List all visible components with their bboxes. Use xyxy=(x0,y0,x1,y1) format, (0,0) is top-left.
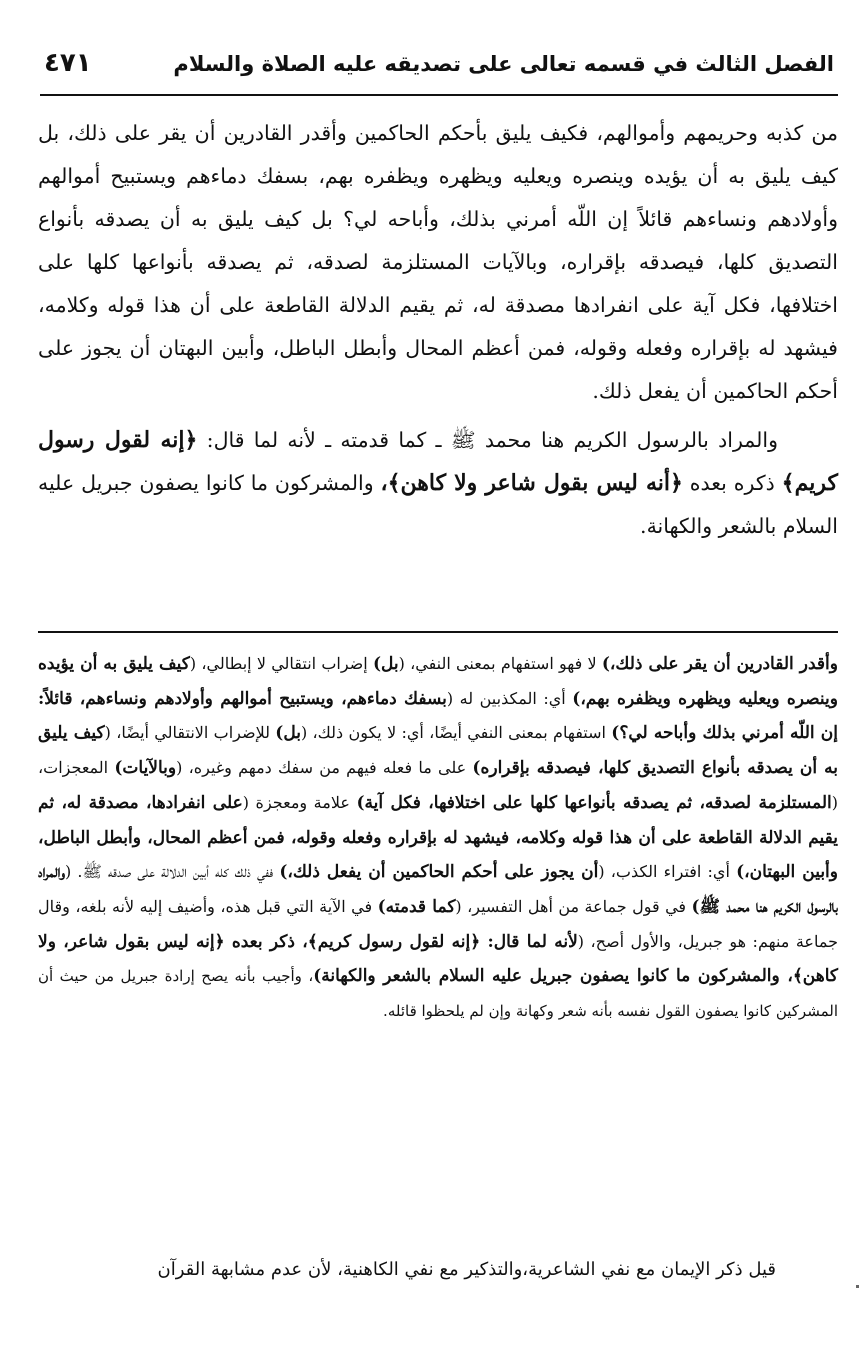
main-paragraph: من كذبه وحريمهم وأموالهم، فكيف يليق بأحكم الحاكمين وأقدر القادرين أن يقر على ذلك، بل كيف يليق به أن يؤيده وينصره ويعليه ويظهره ويظفره بهم، بسفك دماءهم ويستبيح أموالهم وأولادهم ونساءهم قائلاً إن اللّه أمرني بذلك، وأباحه لي؟ بل كيف يليق به أن يصدقه بأنواع التصديق كلها، فيصدقه بإقراره، وبالآيات المستلزمة لصدقه، ثم يصدقه بأنواعها كلها على اختلافها، فكل آية على انفرادها مصدقة له، ثم يقيم الدلالة القاطعة على أن هذا قوله وكلامه، فيشهد له بإقراره وفعله وقوله، فمن أعظم المحال وأبطل الباطل، وأبين البهتان أن يجوز على أحكم الحاكمين أن يفعل ذلك. xyxy=(38,121,838,403)
quran-verse: ﴿أنه ليس بقول شاعر ولا كاهن﴾، xyxy=(380,470,683,496)
scan-speck xyxy=(856,1285,859,1288)
quoted-text: لأنه لما قال: ﴿إنه لقول رسول كريم﴾، ذكر بعده ﴿إنه ليس بقول شاعر، ولا كاهن﴾، والمشركون ما كانوا يصفون جبريل عليه السلام بالشعر والكهانة) xyxy=(38,931,838,987)
quoted-text: بسفك دماءهم، ويستبيح أموالهم وأولادهم ونساءهم، قائلاً: إن اللّه أمرني بذلك وأباحه لي؟) xyxy=(38,688,838,744)
quoted-text: على انفرادها، مصدقة له، ثم يقيم الدلالة القاطعة على أن هذا قوله وكلامه، فيشهد له بإقراره وفعله وقوله، فمن أعظم المحال، وأبطل الباطل، وأبين البهتان،) xyxy=(38,792,838,883)
quoted-text: بل) xyxy=(372,654,399,674)
commentary-text: لا فهو استفهام بمعنى النفي، ( xyxy=(398,654,602,673)
commentary-text: ففي ذلك كله أبين الدلالة على صدقه ﷺ. ( xyxy=(65,862,280,882)
commentary-text: على ما فعله فيهم من سفك دمهم وغيره، ( xyxy=(176,758,473,778)
quoted-text: والمراد بالرسول الكريم هنا محمد ﷺ) xyxy=(38,862,838,917)
footnote-divider xyxy=(38,631,838,633)
main-text-segment: والمراد بالرسول الكريم هنا محمد ﷺ ـ كما قدمته ـ لأنه لما قال: xyxy=(206,428,778,452)
commentary-text: علامة ومعجزة ( xyxy=(242,792,357,812)
commentary-footnotes xyxy=(38,647,838,1029)
running-header xyxy=(40,46,838,96)
quoted-text: أن يجوز على أحكم الحاكمين أن يفعل ذلك،) xyxy=(279,862,599,883)
commentary-text: استفهام بمعنى النفي أيضًا، أي: لا يكون ذلك، ( xyxy=(300,723,612,743)
commentary-text: أي: المكذبين له ( xyxy=(446,688,573,708)
commentary-text: في قول جماعة من أهل التفسير، ( xyxy=(455,896,692,916)
commentary-text: المعجزات، ( xyxy=(38,758,838,812)
quoted-text: كيف يليق به أن يؤيده وينصره ويعليه ويظهره ويظفره بهم،) xyxy=(38,654,838,709)
commentary-text: ، وأجيب بأنه يصح إرادة جبريل من حيث أن المشركين كانوا يصفون القول نفسه بأنه شعر وكهانة وإن لم يلحظوا قائله. xyxy=(38,967,838,1021)
bottom-annotation: قيل ذكر الإيمان مع نفي الشاعرية،والتذكير مع نفي الكاهنية، لأن عدم مشابهة القرآن xyxy=(157,1259,776,1280)
quoted-text: وبالآيات) xyxy=(114,758,177,779)
page-number: ٤٧١ xyxy=(44,48,92,78)
main-text-segment: والمشركون ما كانوا يصفون جبريل عليه السلام بالشعر والكهانة. xyxy=(38,471,838,538)
commentary-text: أي: افتراء الكذب، ( xyxy=(598,862,737,882)
main-text-segment: ذكره بعده xyxy=(689,471,775,495)
commentary-text: للإضراب الانتقالي أيضًا، ( xyxy=(104,723,276,743)
main-paragraph xyxy=(38,419,838,548)
commentary-text: إضراب انتقالي لا إبطالي، ( xyxy=(189,654,373,673)
quoted-text: وأقدر القادرين أن يقر على ذلك،) xyxy=(601,654,838,674)
chapter-title: الفصل الثالث في قسمه تعالى على تصديقه عليه الصلاة والسلام xyxy=(173,52,834,76)
quoted-text: بل) xyxy=(275,723,301,744)
commentary-text: في الآية التي قبل هذه، وأضيف إليه لأنه بلغه، وقال جماعة منهم: هو جبريل، والأول أصح، ( xyxy=(38,896,838,951)
quoted-text: المستلزمة لصدقه، ثم يصدقه بأنواعها كلها على اختلافها، فكل آية) xyxy=(356,792,832,813)
footnote-paragraph xyxy=(38,647,838,1029)
main-text xyxy=(38,112,838,548)
quoted-text: كما قدمته) xyxy=(377,896,456,917)
quran-verse: ﴿إنه لقول رسول كريم﴾ xyxy=(38,427,838,496)
quoted-text: كيف يليق به أن يصدقه بأنواع التصديق كلها، فيصدقه بإقراره) xyxy=(38,723,838,779)
